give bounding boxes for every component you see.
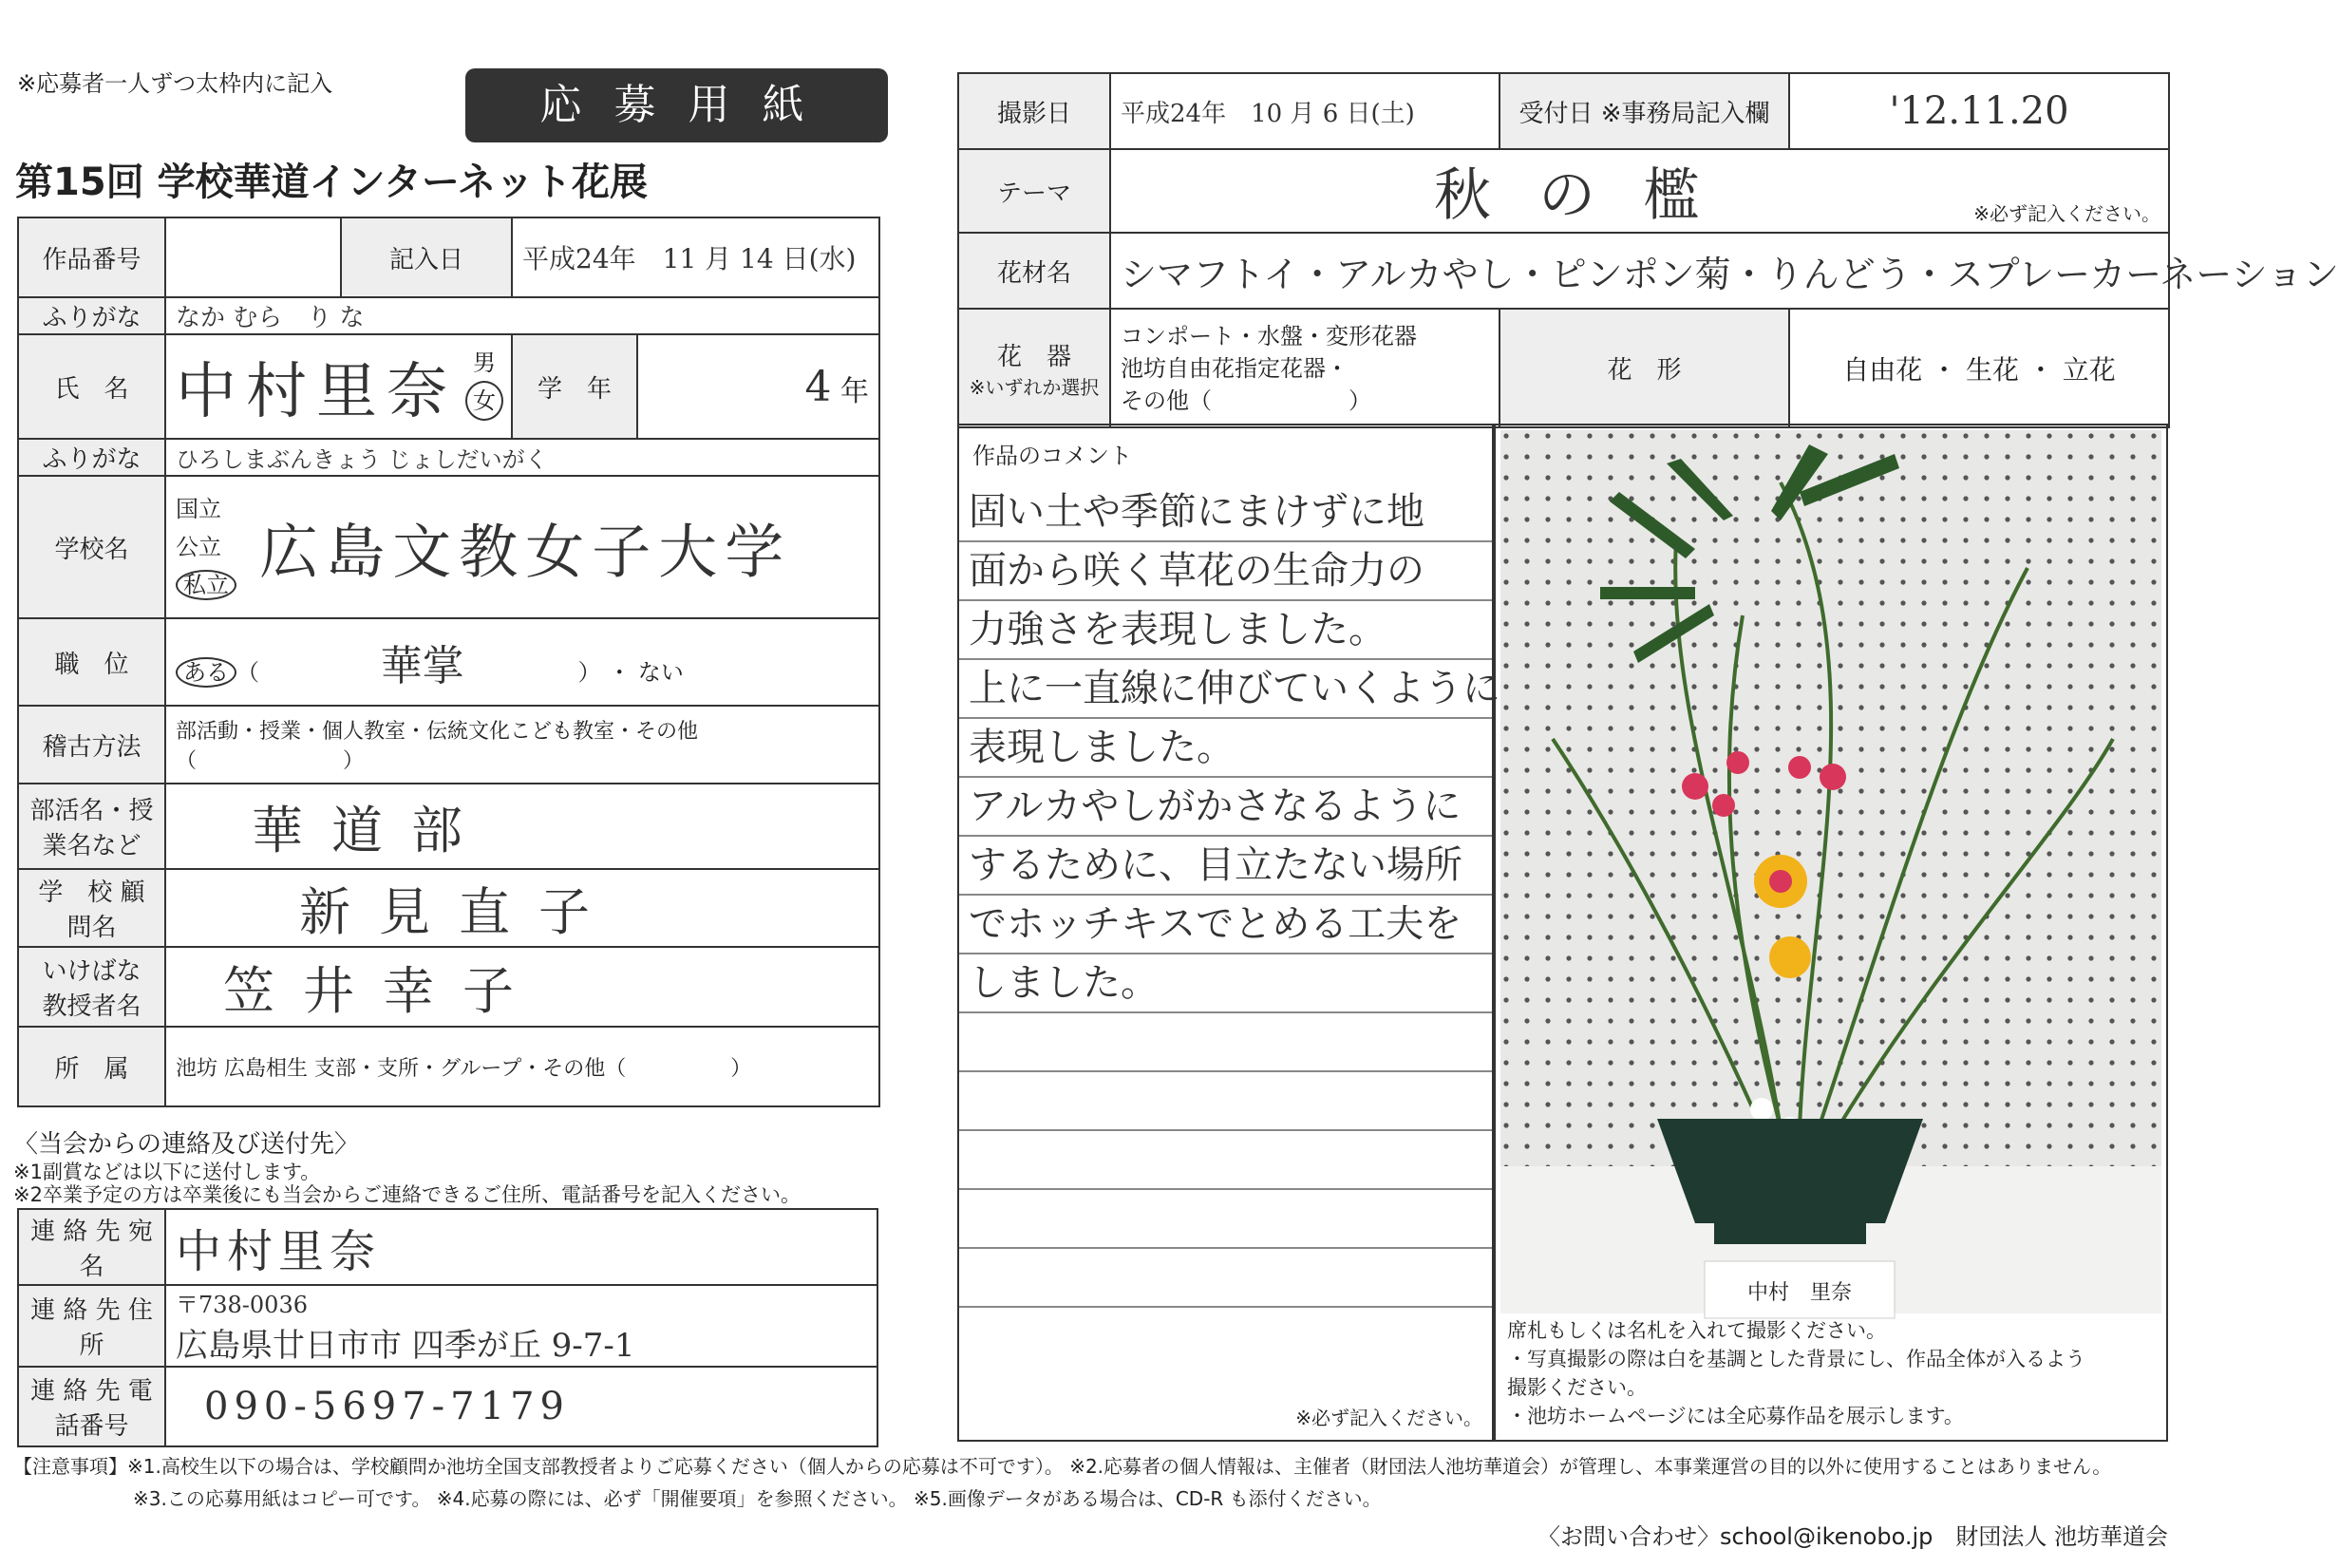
theme-label: テーマ (958, 149, 1110, 233)
work-form (957, 72, 2339, 428)
vessel-option-3[interactable]: その他（ ） (1121, 387, 1371, 414)
furigana-label: ふりがな (18, 297, 165, 334)
furigana-name-field[interactable]: なか むら り な (165, 297, 879, 334)
comment-lines[interactable] (959, 483, 1500, 1308)
top-note: ※応募者一人ずつ太枠内に記入 (17, 70, 333, 97)
school-type-public[interactable]: 公立 (176, 534, 221, 560)
comment-line: 面から咲く草花の生命力の (959, 542, 1492, 601)
contact-name-field[interactable]: 中村里奈 (165, 1209, 877, 1285)
flower-arrangement-photo (1496, 425, 2166, 1318)
comment-required-note: ※必ず記入ください。 (1295, 1407, 1482, 1429)
contact-address-label: 連 絡 先 住 所 (18, 1285, 165, 1367)
vessel-options[interactable] (1110, 309, 1500, 427)
form-title: 応 募 用 紙 (465, 68, 888, 142)
photo-date-field[interactable]: 平成24年 10 月 6 日(土) (1110, 73, 1500, 149)
contact-note-2: ※2卒業予定の方は卒業後にも当会からご連絡できるご住所、電話番号を記入ください。 (13, 1183, 801, 1206)
vessel-label-cell (958, 309, 1110, 427)
vessel-sublabel: ※いずれか選択 (969, 375, 1100, 399)
school-type-private[interactable]: 私立 (176, 570, 236, 600)
entry-date-field[interactable]: 平成24年 11 月 14 日(水) (512, 217, 879, 297)
position-cell: ある （ 華掌 ） ・ ない (165, 618, 879, 706)
comment-line (959, 1013, 1492, 1072)
gender-male[interactable]: 男 (473, 349, 496, 376)
school-type-select[interactable] (176, 490, 252, 604)
entrant-form (17, 217, 880, 1107)
comment-line: アルカやしがかさなるように (959, 778, 1492, 837)
furigana-school-field[interactable]: ひろしまぶんきょう じょしだいがく (165, 439, 879, 476)
school-type-national[interactable]: 国立 (176, 496, 221, 522)
vessel-label: 花 器 (996, 342, 1071, 371)
club-label: 部活名・授業名など (18, 784, 165, 869)
style-options[interactable]: 自由花 ・ 生花 ・ 立花 (1789, 309, 2169, 427)
gender-female[interactable]: 女 (465, 381, 503, 421)
affiliation-field[interactable]: 池坊 広島相生 支部・支所・グループ・その他（ ） (165, 1027, 879, 1106)
photo-note: ・池坊ホームページには全応募作品を展示します。 (1507, 1405, 1964, 1427)
school-name-field[interactable]: 広島文教女子大学 (259, 517, 792, 587)
gender-select[interactable] (465, 345, 503, 421)
work-number-label: 作品番号 (18, 217, 165, 297)
grade-unit: 年 (840, 374, 869, 408)
materials-label: 花材名 (958, 233, 1110, 309)
work-number-field[interactable] (165, 217, 341, 297)
photo-nameplate: 中村 里奈 (1746, 1281, 1853, 1305)
name-field[interactable]: 中村里奈 (176, 357, 457, 427)
position-yes[interactable]: ある (176, 657, 236, 688)
vessel-option-1[interactable]: コンポート・水盤・変形花器 (1121, 322, 1417, 349)
comment-line: 表現しました。 (959, 719, 1492, 778)
photo-box (1494, 424, 2168, 1442)
received-field: '12.11.20 (1789, 73, 2169, 149)
furigana-school-label: ふりがな (18, 439, 165, 476)
photo-note: 席札もしくは名札を入れて撮影ください。 (1507, 1319, 1886, 1342)
vessel-option-2[interactable]: 池坊自由花指定花器・ (1121, 354, 1349, 382)
comment-line: するために、目立たない場所 (959, 837, 1492, 896)
contact-note-1: ※1副賞などは以下に送付します。 (13, 1161, 321, 1183)
postal-code-field[interactable]: 〒738-0036 (176, 1292, 308, 1318)
materials-field[interactable]: シマフトイ・アルカやし・ピンポン菊・りんどう・スプレーカーネーション (1110, 233, 2169, 309)
contact-name-label: 連 絡 先 宛 名 (18, 1209, 165, 1285)
contact-form (17, 1208, 878, 1447)
photo-notes (1507, 1316, 2085, 1430)
position-no[interactable]: ・ ない (608, 659, 684, 686)
school-label: 学校名 (18, 476, 165, 618)
grade-label: 学 年 (512, 334, 637, 439)
advisor-field[interactable]: 新見直子 (165, 869, 879, 947)
comment-line: 固い土や季節にまけずに地 (959, 483, 1492, 542)
comment-line (959, 1190, 1492, 1249)
comment-line: 上に一直線に伸びていくように (959, 660, 1492, 719)
advisor-label: 学 校 顧問名 (18, 869, 165, 947)
style-label: 花 形 (1500, 309, 1789, 427)
theme-cell (1110, 149, 2169, 233)
address-field[interactable]: 広島県廿日市市 四季が丘 9-7-1 (176, 1327, 635, 1365)
school-cell (165, 476, 879, 618)
position-label: 職 位 (18, 618, 165, 706)
comment-label: 作品のコメント (972, 443, 1132, 469)
received-label: 受付日 ※事務局記入欄 (1500, 73, 1789, 149)
name-label: 氏 名 (18, 334, 165, 439)
contact-phone-label: 連 絡 先 電話番号 (18, 1367, 165, 1446)
vase (1657, 1119, 1923, 1223)
exhibition-title: 第15回 学校華道インターネット花展 (15, 161, 648, 204)
contact-address-cell (165, 1285, 877, 1367)
comment-line (959, 1072, 1492, 1131)
theme-field[interactable]: 秋の檻 (1434, 162, 1747, 229)
practice-label: 稽古方法 (18, 706, 165, 784)
comment-box (957, 424, 1500, 1442)
practice-options[interactable]: 部活動・授業・個人教室・伝統文化こども教室・その他（ ） (165, 706, 879, 784)
photo-note: 撮影ください。 (1507, 1376, 1647, 1399)
name-cell (165, 334, 512, 439)
affiliation-label: 所 属 (18, 1027, 165, 1106)
photo-date-label: 撮影日 (958, 73, 1110, 149)
footer-notice-1: 【注意事項】※1.高校生以下の場合は、学校顧問か池坊全国支部教授者よりご応募ください（個人からの応募は不可です）。 ※2.応募者の個人情報は、主催者（財団法人池坊華道会）が管理し、本事業運営の目的以外に使用することはありません。 (13, 1455, 2112, 1478)
footer-notice-2: ※3.この応募用紙はコピー可です。 ※4.応募の際には、必ず「開催要項」を参照ください。 ※5.画像データがある場合は、CD-R も添付ください。 (133, 1487, 1382, 1510)
photo-note: ・写真撮影の際は白を基調とした背景にし、作品全体が入るよう (1507, 1348, 2085, 1370)
grade-field[interactable]: 4 (804, 362, 832, 411)
contact-heading: 〈当会からの連絡及び送付先〉 (13, 1130, 360, 1159)
comment-line: 力強さを表現しました。 (959, 601, 1492, 660)
position-field[interactable]: 華掌 (380, 642, 464, 690)
comment-line: しました。 (959, 954, 1492, 1013)
grade-cell (637, 334, 879, 439)
comment-line (959, 1249, 1492, 1308)
comment-line: でホッチキスでとめる工夫を (959, 896, 1492, 954)
phone-field[interactable]: 090-5697-7179 (165, 1367, 877, 1446)
footer-contact: 〈お問い合わせ〉school@ikenobo.jp 財団法人 池坊華道会 (1537, 1523, 2168, 1550)
entry-date-label: 記入日 (341, 217, 512, 297)
teacher-label: いけばな 教授者名 (18, 947, 165, 1027)
theme-required-note: ※必ず記入ください。 (1973, 202, 2160, 225)
teacher-field[interactable]: 笠井幸子 (165, 947, 879, 1027)
club-field[interactable]: 華道部 (165, 784, 879, 869)
comment-line (959, 1131, 1492, 1190)
